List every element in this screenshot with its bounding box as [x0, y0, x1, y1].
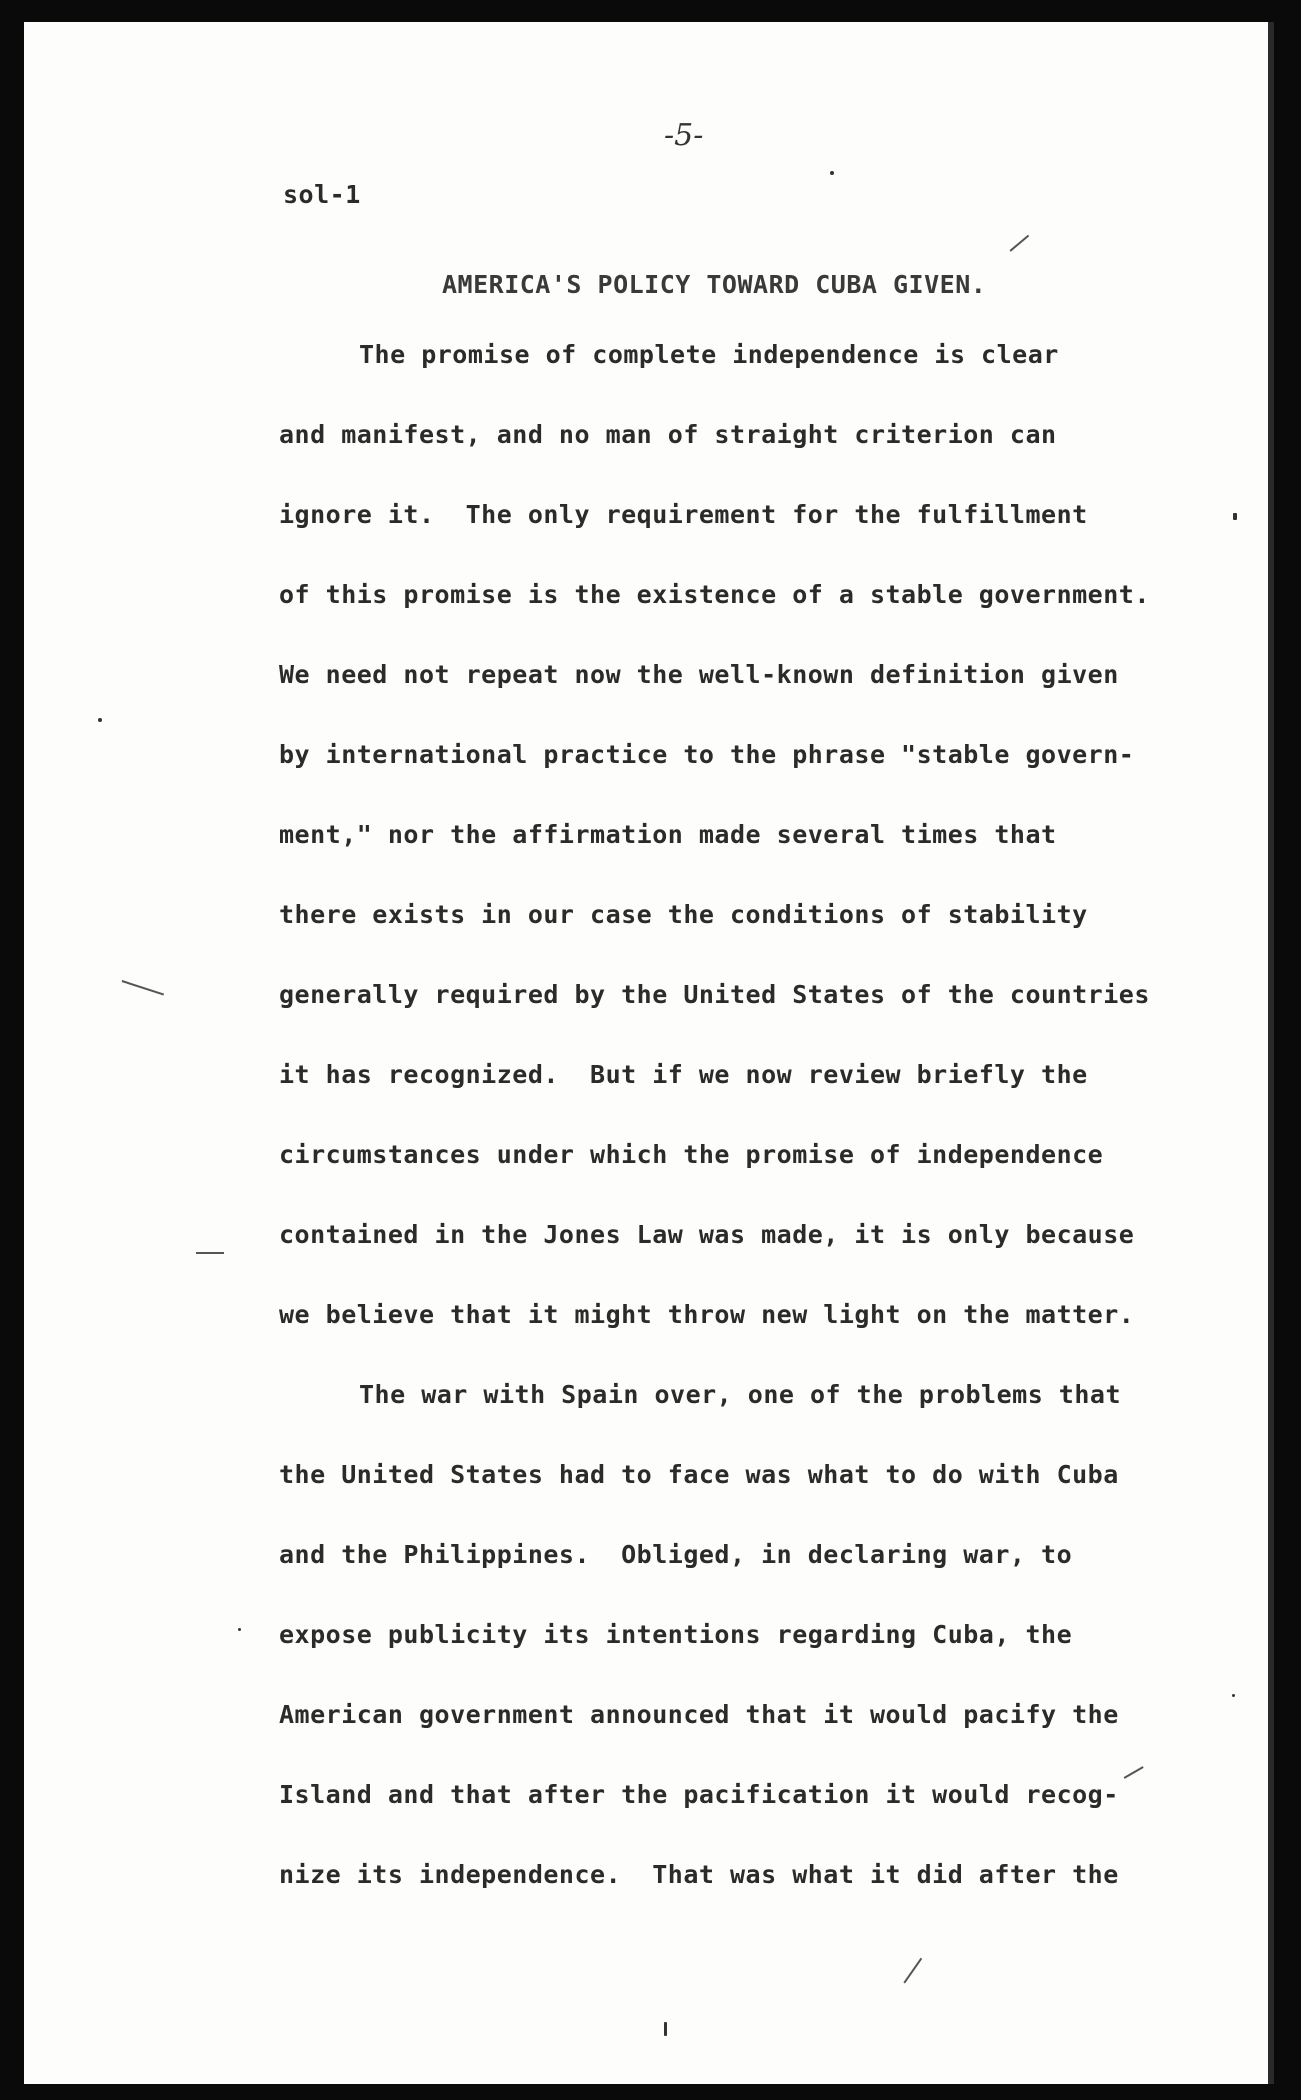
pen-mark: [1124, 1766, 1144, 1778]
text-line: The war with Spain over, one of the problems that: [359, 1380, 1122, 1409]
pen-mark: [196, 1252, 224, 1254]
ink-speck: [238, 1628, 241, 1631]
ink-speck: [98, 718, 102, 722]
pen-mark: [903, 1958, 921, 1983]
text-line: ignore it. The only requirement for the fulfillment: [279, 500, 1088, 529]
text-line: contained in the Jones Law was made, it is only because: [279, 1220, 1135, 1249]
text-line: Island and that after the pacification it would recog-: [279, 1780, 1119, 1809]
document-title: AMERICA'S POLICY TOWARD CUBA GIVEN.: [442, 270, 987, 299]
text-line: American government announced that it would pacify the: [279, 1700, 1119, 1729]
text-line: of this promise is the existence of a stable government.: [279, 580, 1150, 609]
pen-mark: [122, 980, 164, 995]
text-line: the United States had to face was what to do with Cuba: [279, 1460, 1119, 1489]
text-line: and the Philippines. Obliged, in declaring war, to: [279, 1540, 1073, 1569]
pen-mark: [1010, 235, 1029, 252]
text-line: it has recognized. But if we now review briefly the: [279, 1060, 1088, 1089]
text-line: and manifest, and no man of straight criterion can: [279, 420, 1057, 449]
typewritten-sheet: [24, 22, 1274, 2084]
text-line: we believe that it might throw new light on the matter.: [279, 1300, 1135, 1329]
page-number: -5-: [664, 118, 704, 153]
text-line: expose publicity its intentions regarding Cuba, the: [279, 1620, 1073, 1649]
text-line: circumstances under which the promise of independence: [279, 1140, 1104, 1169]
text-line: there exists in our case the conditions of stability: [279, 900, 1088, 929]
ink-speck: [1232, 1694, 1235, 1697]
text-line: ment," nor the affirmation made several times that: [279, 820, 1057, 849]
text-line: nize its independence. That was what it did after the: [279, 1860, 1119, 1889]
text-line: generally required by the United States of the countries: [279, 980, 1150, 1009]
ink-speck: [1233, 513, 1237, 520]
text-line: We need not repeat now the well-known definition given: [279, 660, 1119, 689]
reference-code: sol-1: [283, 180, 361, 209]
ink-speck: [830, 171, 834, 175]
text-line: by international practice to the phrase "stable govern-: [279, 740, 1135, 769]
text-line: The promise of complete independence is clear: [359, 340, 1059, 369]
ink-speck: [664, 2022, 667, 2036]
